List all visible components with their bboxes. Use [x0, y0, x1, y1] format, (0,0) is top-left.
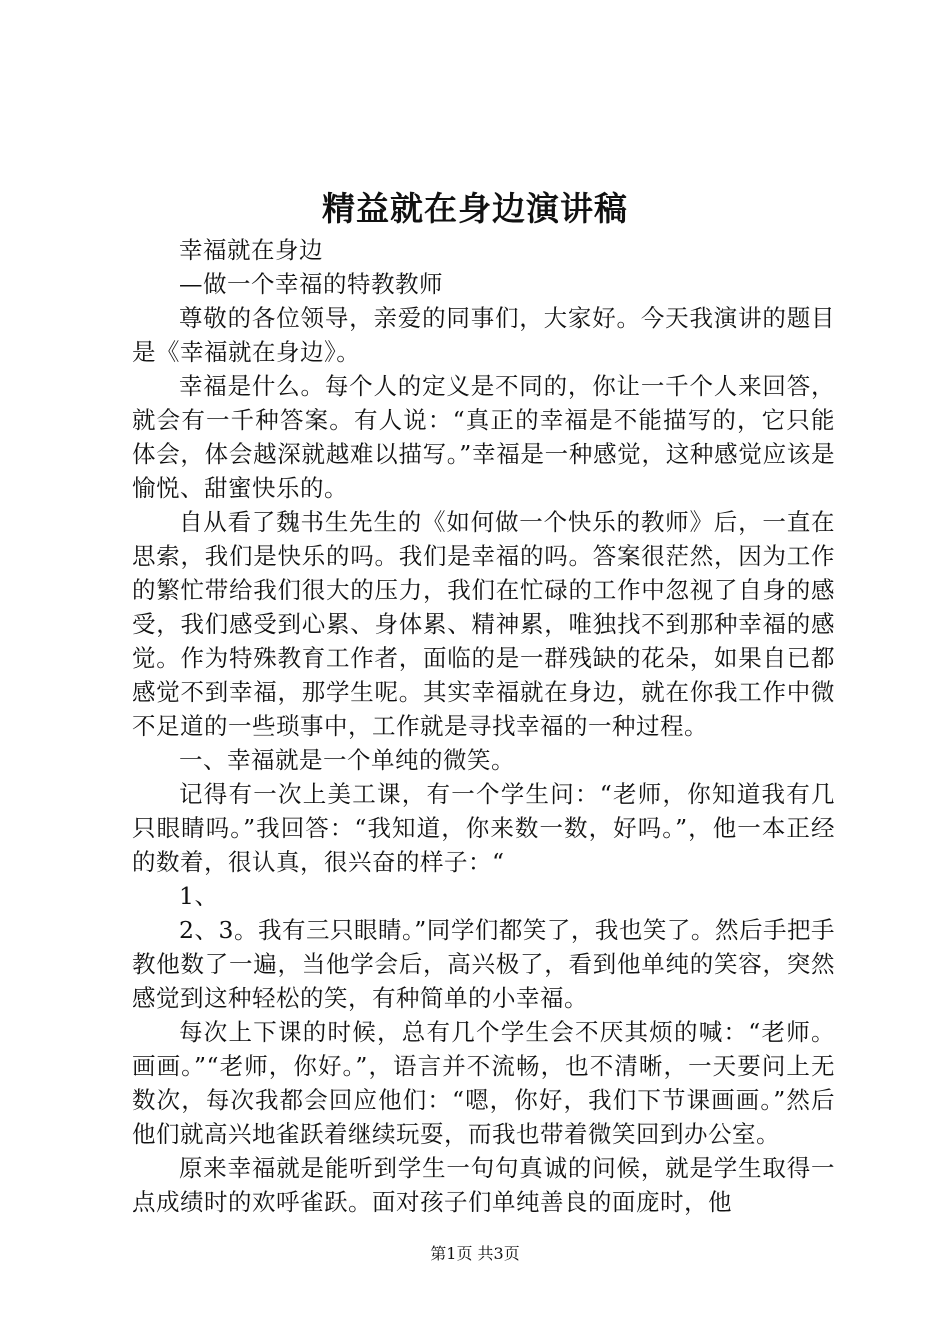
paragraph-subtitle-2: —做一个幸福的特教教师 — [179, 270, 443, 298]
paragraph: 幸福是什么。每个人的定义是不同的，你让一千个人来回答，就会有一千种答案。有人说：“真正的幸福是不能描写的，它只能体会，体会越深就越难以描写。”幸福是一种感觉，这种感觉应该是愉悦、甜蜜快乐的。 — [132, 372, 835, 502]
paragraph: 每次上下课的时候，总有几个学生会不厌其烦的喊：“老师。画画。”“老师，你好。”，语言并不流畅，也不清晰，一天要问上无数次，每次我都会回应他们：“嗯，你好，我们下节课画画。”然后他们就高兴地雀跃着继续玩耍，而我也带着微笑回到办公室。 — [132, 1018, 835, 1148]
paragraph: 自从看了魏书生先生的《如何做一个快乐的教师》后，一直在思索，我们是快乐的吗。我们是幸福的吗。答案很茫然，因为工作的繁忙带给我们很大的压力，我们在忙碌的工作中忽视了自身的感受，我们感受到心累、身体累、精神累，唯独找不到那种幸福的感觉。作为特殊教育工作者，面临的是一群残缺的花朵，如果自已都感觉不到幸福，那学生呢。其实幸福就在身边，就在你我工作中微不足道的一些琐事中，工作就是寻找幸福的一种过程。 — [132, 508, 835, 740]
paragraph: 2、3。我有三只眼睛。”同学们都笑了，我也笑了。然后手把手教他数了一遍，当他学会后，高兴极了，看到他单纯的笑容，突然感觉到这种轻松的笑，有种简单的小幸福。 — [132, 916, 835, 1012]
paragraph: 原来幸福就是能听到学生一句句真诚的问候，就是学生取得一点成绩时的欢呼雀跃。面对孩子们单纯善良的面庞时，他 — [132, 1154, 835, 1216]
document-body — [132, 233, 835, 1219]
paragraph: 记得有一次上美工课，有一个学生问：“老师，你知道我有几只眼睛吗。”我回答：“我知道，你来数一数，好吗。”，他一本正经的数着，很认真，很兴奋的样子：“ — [132, 780, 835, 876]
paragraph-subtitle: 幸福就在身边 — [179, 236, 323, 264]
paragraph: 尊敬的各位领导，亲爱的同事们，大家好。今天我演讲的题目是《幸福就在身边》。 — [132, 304, 835, 366]
paragraph: 1、 — [179, 882, 219, 910]
section-heading: 一、幸福就是一个单纯的微笑。 — [179, 746, 515, 774]
page-number-footer: 第1页 共3页 — [430, 1244, 520, 1263]
document-title: 精益就在身边演讲稿 — [322, 189, 628, 228]
